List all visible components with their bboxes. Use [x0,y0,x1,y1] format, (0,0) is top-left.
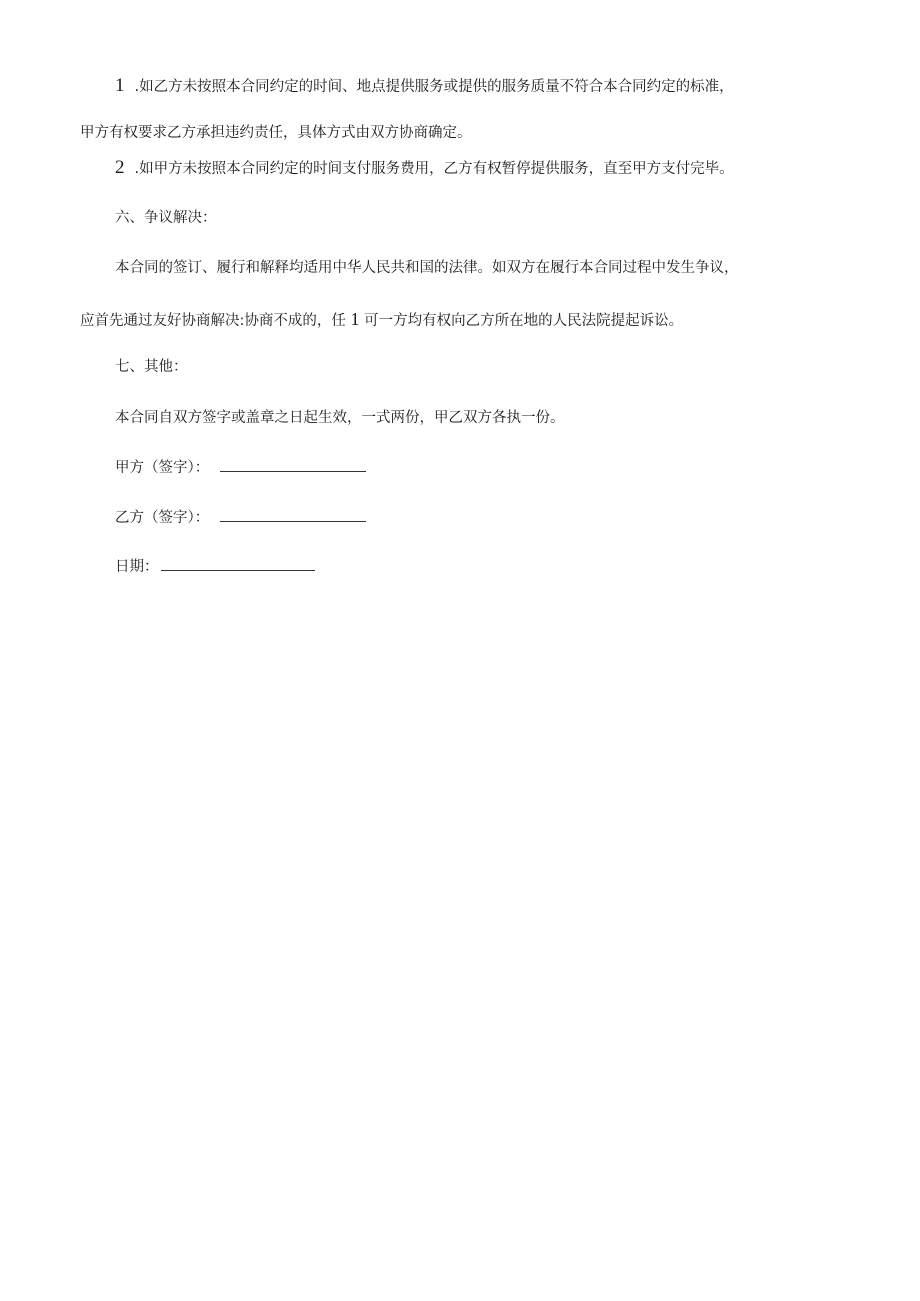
party-b-label: 乙方（签字）： [115,510,210,526]
party-b-signature-row [115,507,366,528]
item-2-number: 2 [115,157,125,178]
party-a-signature-row [115,457,366,478]
section-7-heading: 七、其他： [115,359,188,375]
item-2-text: .如甲方未按照本合同约定的时间支付服务费用，乙方有权暂停提供服务，直至甲方支付完毕。 [134,161,734,177]
item-1-line-2: 甲方有权要求乙方承担违约责任，具体方式由双方协商确定。 [80,125,472,141]
section-7-para: 本合同自双方签字或盖章之日起生效，一式两份，甲乙双方各执一份。 [115,410,565,426]
section-6-para-line-2-num: 1 [350,309,360,329]
party-a-label: 甲方（签字）： [115,460,210,476]
date-label: 日期： [115,559,159,575]
date-row [115,556,315,577]
section-6-para-line-2-b: 可一方均有权向乙方所在地的人民法院提起诉讼。 [364,313,684,329]
section-6-para-line-2-a: 应首先通过友好协商解决:协商不成的，任 [80,313,346,329]
item-2-line [115,158,734,179]
section-6-para-line-1: 本合同的签订、履行和解释均适用中华人民共和国的法律。如双方在履行本合同过程中发生争议， [115,260,739,276]
item-1-number: 1 [115,75,125,96]
party-b-signature-blank[interactable] [220,507,366,522]
section-6-heading: 六、争议解决： [115,210,217,226]
date-blank[interactable] [161,556,315,571]
item-1-line-1 [115,76,734,97]
item-1-text-line-1: .如乙方未按照本合同约定的时间、地点提供服务或提供的服务质量不符合本合同约定的标准， [134,79,734,95]
party-a-signature-blank[interactable] [220,457,366,472]
section-6-para-line-2 [80,309,683,331]
